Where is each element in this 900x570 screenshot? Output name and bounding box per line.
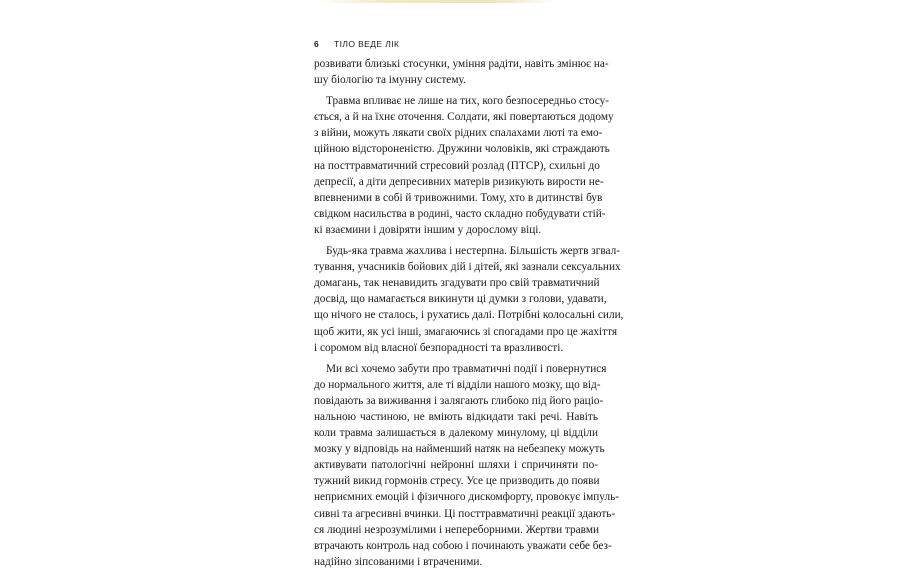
text-line: що нічого не сталось, і рухатись далі. Потрібні колосальні сили,: [314, 309, 624, 322]
paragraph-4: [314, 361, 620, 570]
text-line: щоб жити, як усі інші, змагаючись зі спогадами про це жахіття: [314, 325, 618, 338]
text-line: розвивати близькі стосунки, уміння радіти, навіть змінює на-: [314, 58, 609, 70]
paragraph-2: [314, 93, 614, 238]
text-line: повідають за виживання і залягають глибоко під його раціо-: [314, 394, 604, 407]
text-line: нальною частиною, не вміють відкидати такі речі. Навіть: [314, 410, 598, 423]
text-line: впевненими в собі й тривожними. Тому, хто в дитинстві був: [314, 191, 603, 204]
body-text: [314, 56, 624, 570]
running-title: ТІЛО ВЕДЕ ЛІК: [334, 39, 400, 49]
text-line: надійно зіпсованими і втраченими.: [314, 555, 483, 568]
text-line: мозку у відповідь на найменший натяк на небезпеку можуть: [314, 443, 605, 456]
text-line: Будь-яка травма жахлива і нестерпна. Більшість жертв згвал-: [326, 245, 621, 258]
text-line: на посттравматичний стресовий розлад (ПТСР), схильні до: [314, 159, 600, 172]
text-line: активувати патологічні нейронні шляхи і спричиняти по-: [314, 459, 598, 472]
text-line: ційною відстороненістю. Дружини чоловіків, які страждають: [314, 143, 610, 156]
text-line: втрачають контроль над собою і починають уважати себе без-: [314, 539, 612, 552]
paragraph-3: [314, 243, 624, 356]
text-line: шу біологію та імунну систему.: [314, 74, 466, 87]
text-line: домагань, так ненавидить згадувати про свій травматичний: [314, 277, 600, 290]
text-line: з війни, можуть лякати своїх рідних спалахами люті та емо-: [314, 127, 603, 140]
text-line: ється, а й на їхнє оточення. Солдати, які повертаються додому: [314, 111, 614, 124]
text-line: досвід, що намагається викинути ці думки з голови, удавати,: [314, 293, 607, 306]
page-number: 6: [314, 39, 320, 49]
text-line: коли травма залишається в далекому минулому, ці відділи: [314, 427, 598, 440]
text-line: і соромом від власної безпорадності та вразливості.: [314, 341, 564, 354]
text-line: Травма впливає не лише на тих, кого безпосередньо стосу-: [326, 95, 610, 108]
text-line: тужний викид гормонів стресу. Усе це призводить до появи: [314, 475, 600, 488]
text-line: до нормального життя, але ті відділи нашого мозку, що від-: [314, 378, 601, 391]
paragraph-1: [314, 56, 609, 88]
running-header: [314, 39, 399, 49]
text-line: тування, учасників бойових дій і дітей, які зазнали сексуальних: [314, 261, 621, 274]
scan-edge-tint: [318, 0, 558, 3]
text-line: кі взаємини і довіряти іншим у дорослому віці.: [314, 223, 542, 236]
text-line: неприємних емоцій і фізичного дискомфорту, провокує імпуль-: [314, 491, 620, 504]
text-line: свідком насильства в родині, часто складно побудувати стій-: [314, 207, 606, 220]
text-line: Ми всі хочемо забути про травматичні події і повернутися: [326, 362, 607, 375]
text-line: сивні та агресивні вчинки. Ці посттравматичні реакції здають-: [314, 507, 616, 520]
text-line: депресії, а діти депресивних матерів ризикують вирости не-: [314, 175, 604, 188]
text-line: ся людині незрозумілими і непереборними. Жертви травми: [314, 523, 600, 536]
